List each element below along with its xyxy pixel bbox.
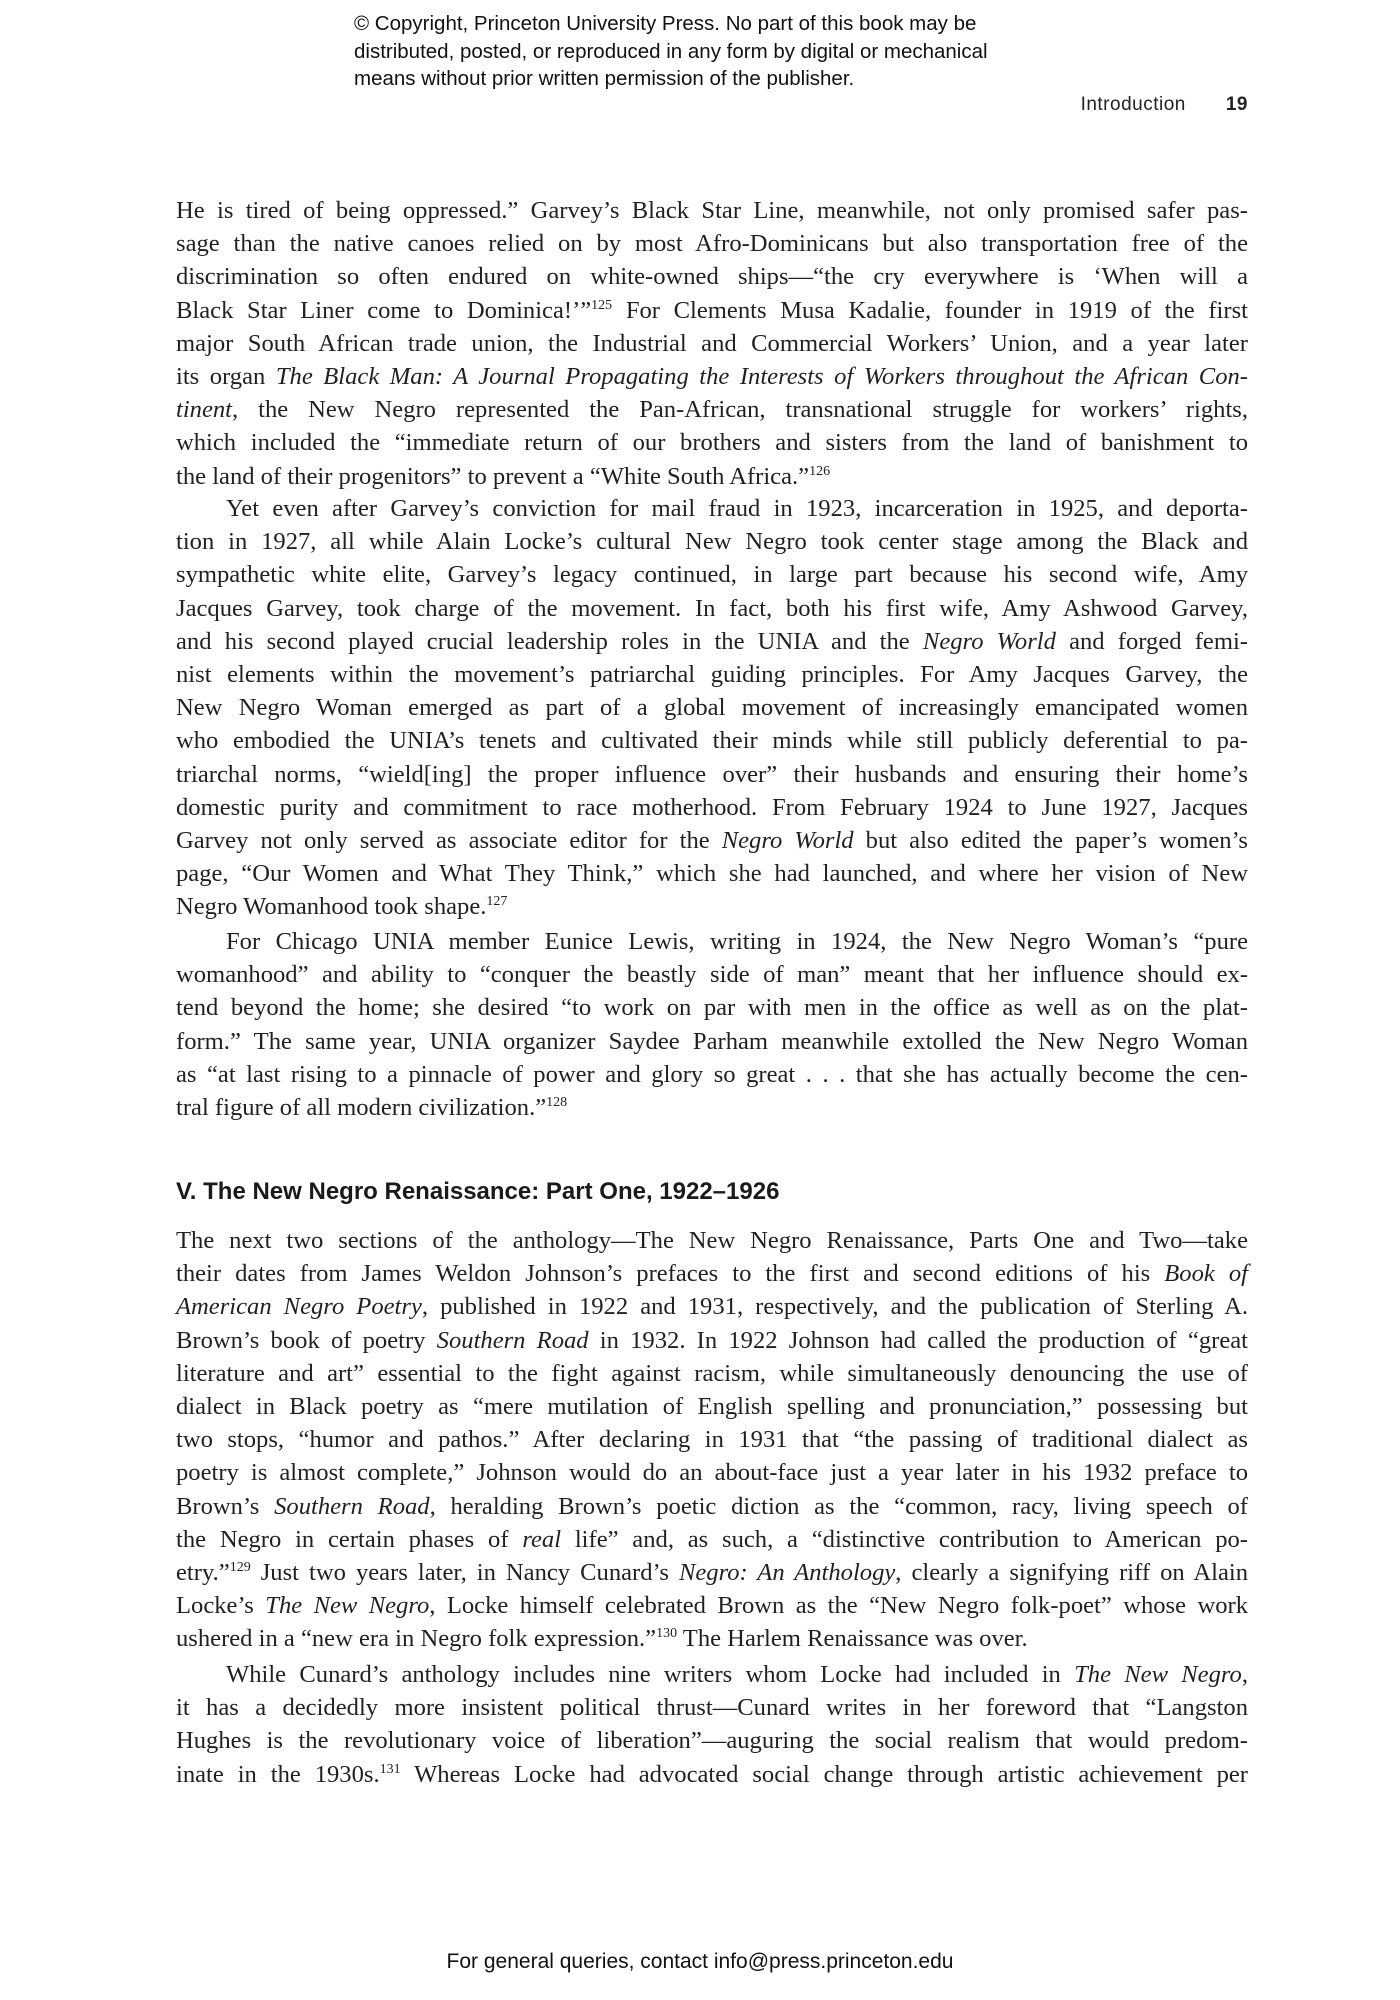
- running-head: [1081, 94, 1248, 116]
- text-line: form.” The same year, UNIA organizer Saydee Parham meanwhile extolled the New Negro Woman: [176, 1027, 1248, 1055]
- copyright-notice: [354, 10, 988, 93]
- text-line: inate in the 1930s.$^{131}$ Whereas Locke had advocated social change through artistic achievement per: [176, 1760, 1248, 1788]
- paragraph: [176, 1224, 1248, 1655]
- text-line: Hughes is the revolutionary voice of liberation”—auguring the social realism that would predom-: [176, 1727, 1248, 1755]
- text-line: Black Star Liner come to Dominica!’”$^{125}$ For Clements Musa Kadalie, founder in 1919 of the first: [176, 296, 1248, 324]
- text-line: He is tired of being oppressed.” Garvey’s Black Star Line, meanwhile, not only promised safer pas-: [176, 197, 1248, 224]
- text-line: literature and art” essential to the fight against racism, while simultaneously denouncing the use of: [176, 1359, 1248, 1387]
- text-line: For Chicago UNIA member Eunice Lewis, writing in 1924, the New Negro Woman’s “pure: [226, 928, 1248, 955]
- text-line: etry.”$^{129}$ Just two years later, in Nancy Cunard’s Negro: An Anthology, clearly a signifying riff on Alain: [176, 1558, 1249, 1586]
- page-number: 19: [1225, 94, 1248, 115]
- text-line: Yet even after Garvey’s conviction for mail fraud in 1923, incarceration in 1925, and deporta-: [226, 495, 1248, 522]
- footnote-ref: 126: [809, 463, 831, 479]
- text-line: which included the “immediate return of our brothers and sisters from the land of banishment to: [176, 429, 1248, 457]
- footnote-ref: 127: [486, 894, 508, 910]
- footnote-ref: 129: [229, 1559, 251, 1575]
- text-line: ushered in a “new era in Negro folk expression.”$^{130}$ The Harlem Renaissance was over.: [176, 1625, 1028, 1653]
- text-line: New Negro Woman emerged as part of a global movement of increasingly emancipated women: [176, 694, 1248, 722]
- text-line: womanhood” and ability to “conquer the beastly side of man” meant that her influence should ex-: [176, 961, 1248, 989]
- copyright-line: distributed, posted, or reproduced in any form by digital or mechanical: [354, 39, 988, 63]
- copyright-line: means without prior written permission of the publisher.: [354, 67, 855, 90]
- text-line: tral figure of all modern civilization.”$^{128}$: [176, 1093, 568, 1121]
- text-line: tion in 1927, all while Alain Locke’s cultural New Negro took center stage among the Black and: [176, 528, 1248, 556]
- footnote-ref: 130: [656, 1626, 678, 1642]
- text-line: Negro Womanhood took shape.$^{127}$: [176, 893, 508, 921]
- copyright-line: © Copyright, Princeton University Press. No part of this book may be: [354, 12, 977, 35]
- paragraph: [176, 194, 1248, 493]
- text-line: and his second played crucial leadership roles in the UNIA and the Negro World and forged femi-: [176, 627, 1248, 655]
- text-line: discrimination so often endured on white-owned ships—“the cry everywhere is ‘When will a: [176, 263, 1248, 291]
- footnote-ref: 125: [591, 297, 613, 313]
- text-line: sympathetic white elite, Garvey’s legacy continued, in large part because his second wife, Amy: [176, 561, 1248, 589]
- text-line: the land of their progenitors” to prevent a “White South Africa.”$^{126}$: [176, 462, 831, 490]
- text-line: While Cunard’s anthology includes nine writers whom Locke had included in The New Negro,: [226, 1661, 1248, 1688]
- text-line: nist elements within the movement’s patriarchal guiding principles. For Amy Jacques Garvey, the: [176, 660, 1248, 688]
- text-line: as “at last rising to a pinnacle of power and glory so great . . . that she has actually become the cen-: [176, 1060, 1248, 1088]
- text-line: American Negro Poetry, published in 1922 and 1931, respectively, and the publication of Sterling A.: [176, 1293, 1248, 1321]
- paragraph: [176, 492, 1248, 923]
- text-line: major South African trade union, the Industrial and Commercial Workers’ Union, and a year later: [176, 329, 1248, 357]
- footnote-ref: 128: [546, 1094, 568, 1110]
- text-line: Brown’s Southern Road, heralding Brown’s poetic diction as the “common, racy, living speech of: [176, 1492, 1248, 1520]
- footer-contact: For general queries, contact info@press.princeton.edu: [446, 1950, 954, 1973]
- text-line: poetry is almost complete,” Johnson would do an about-face just a year later in his 1932 preface to: [176, 1459, 1248, 1487]
- text-line: its organ The Black Man: A Journal Propagating the Interests of Workers throughout the African Con-: [176, 362, 1248, 390]
- text-line: Garvey not only served as associate editor for the Negro World but also edited the paper’s women’s: [176, 826, 1248, 854]
- text-line: Brown’s book of poetry Southern Road in 1932. In 1922 Johnson had called the production of “great: [176, 1326, 1248, 1354]
- text-line: domestic purity and commitment to race motherhood. From February 1924 to June 1927, Jacques: [176, 793, 1248, 821]
- text-line: triarchal norms, “wield[ing] the proper influence over” their husbands and ensuring their home’s: [176, 760, 1248, 788]
- text-line: dialect in Black poetry as “mere mutilation of English spelling and pronunciation,” possessing but: [176, 1392, 1248, 1420]
- text-line: who embodied the UNIA’s tenets and cultivated their minds while still publicly deferential to pa-: [176, 727, 1248, 755]
- text-line: The next two sections of the anthology—The New Negro Renaissance, Parts One and Two—take: [176, 1227, 1248, 1254]
- text-line: two stops, “humor and pathos.” After declaring in 1931 that “the passing of traditional dialect as: [176, 1426, 1248, 1454]
- text-line: Jacques Garvey, took charge of the movement. In fact, both his first wife, Amy Ashwood Garvey,: [176, 594, 1248, 622]
- text-line: tinent, the New Negro represented the Pan-African, transnational struggle for workers’ rights,: [176, 396, 1248, 424]
- section-heading: V. The New Negro Renaissance: Part One, 1922–1926: [176, 1178, 780, 1205]
- text-line: sage than the native canoes relied on by most Afro-Dominicans but also transportation free of the: [176, 230, 1248, 258]
- text-line: their dates from James Weldon Johnson’s prefaces to the first and second editions of his Book of: [176, 1260, 1248, 1288]
- text-line: the Negro in certain phases of real life” and, as such, a “distinctive contribution to American po-: [176, 1525, 1249, 1553]
- text-line: tend beyond the home; she desired “to work on par with men in the office as well as on the plat-: [176, 994, 1248, 1022]
- text-line: Locke’s The New Negro, Locke himself celebrated Brown as the “New Negro folk-poet” whose work: [176, 1592, 1248, 1620]
- text-line: page, “Our Women and What They Think,” which she had launched, and where her vision of New: [176, 860, 1248, 888]
- paragraph: [176, 925, 1248, 1124]
- paragraph: [176, 1658, 1248, 1791]
- text-line: it has a decidedly more insistent political thrust—Cunard writes in her foreword that “Langston: [176, 1694, 1248, 1722]
- footnote-ref: 131: [379, 1761, 401, 1777]
- running-head-section: Introduction: [1080, 94, 1186, 115]
